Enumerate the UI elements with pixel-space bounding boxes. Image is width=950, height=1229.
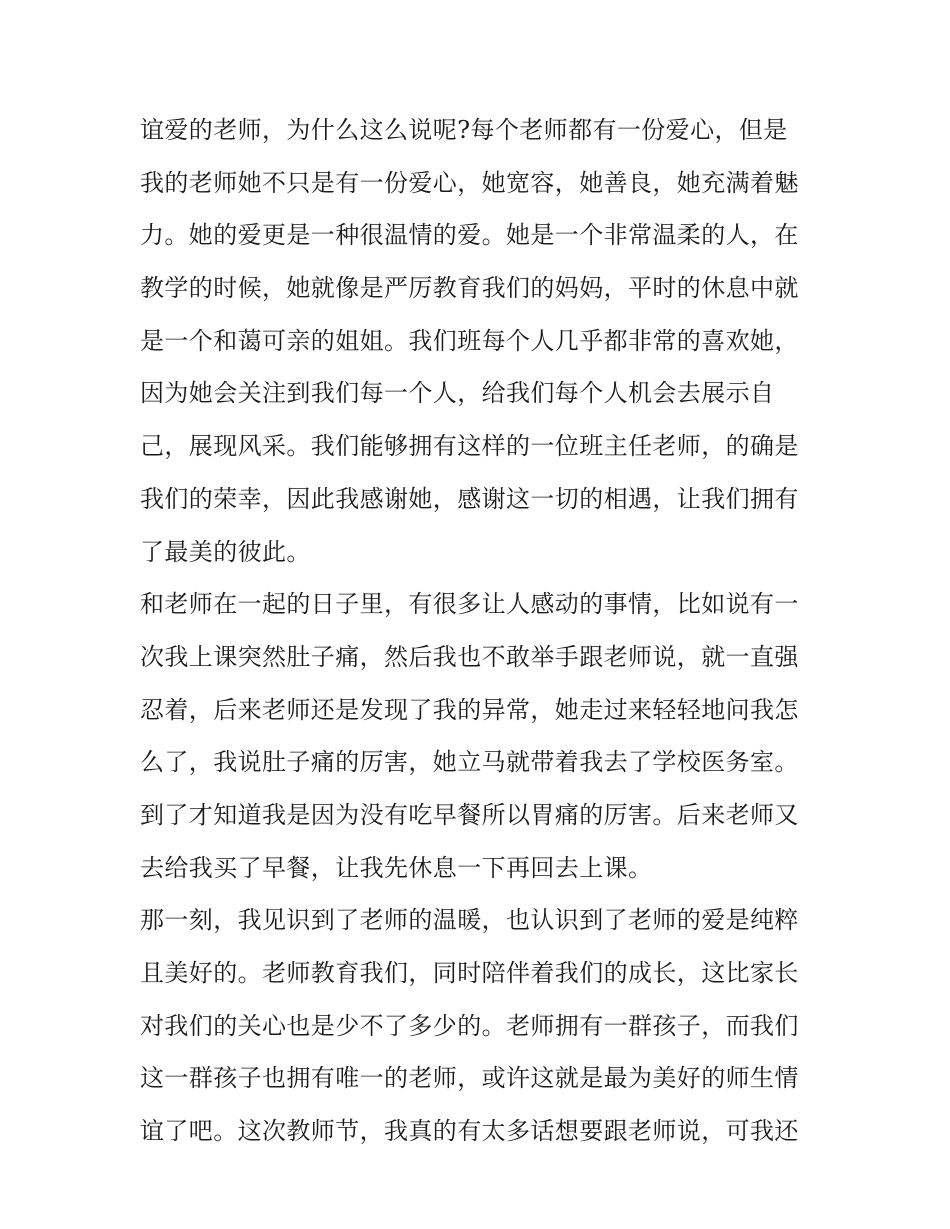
- body-text: [140, 112, 820, 1166]
- text-line: 是一个和蔼可亲的姐姐。我们班每个人几乎都非常的喜欢她，: [140, 326, 799, 355]
- text-line: 次我上课突然肚子痛，然后我也不敢举手跟老师说，就一直强: [140, 642, 799, 671]
- text-line: 对我们的关心也是少不了多少的。老师拥有一群孩子，而我们: [140, 1011, 799, 1040]
- text-line: 因为她会关注到我们每一个人，给我们每个人机会去展示自: [140, 379, 775, 408]
- text-line: 这一群孩子也拥有唯一的老师，或许这就是最为美好的师生情: [140, 1064, 799, 1093]
- text-line: 我们的荣幸，因此我感谢她，感谢这一切的相遇，让我们拥有: [140, 484, 799, 513]
- text-line: 忍着，后来老师还是发现了我的异常，她走过来轻轻地问我怎: [140, 695, 799, 724]
- text-line: 了最美的彼此。: [140, 537, 311, 566]
- text-line: 去给我买了早餐，让我先休息一下再回去上课。: [140, 853, 653, 882]
- text-line: 和老师在一起的日子里，有很多让人感动的事情，比如说有一: [140, 590, 799, 619]
- text-line: 力。她的爱更是一种很温情的爱。她是一个非常温柔的人，在: [140, 221, 799, 250]
- text-line: 谊了吧。这次教师节，我真的有太多话想要跟老师说，可我还: [140, 1117, 799, 1146]
- text-line: 我的老师她不只是有一份爱心，她宽容，她善良，她充满着魅: [140, 168, 799, 197]
- text-line: 么了，我说肚子痛的厉害，她立马就带着我去了学校医务室。: [140, 748, 799, 777]
- text-line: 谊爱的老师，为什么这么说呢?每个老师都有一份爱心，但是: [140, 116, 788, 144]
- text-line: 那一刻，我见识到了老师的温暖，也认识到了老师的爱是纯粹: [140, 906, 799, 935]
- text-line: 己，展现风采。我们能够拥有这样的一位班主任老师，的确是: [140, 432, 799, 461]
- text-line: 到了才知道我是因为没有吃早餐所以胃痛的厉害。后来老师又: [140, 800, 799, 829]
- text-line: 且美好的。老师教育我们，同时陪伴着我们的成长，这比家长: [140, 959, 799, 987]
- text-line: 教学的时候，她就像是严厉教育我们的妈妈，平时的休息中就: [140, 274, 799, 303]
